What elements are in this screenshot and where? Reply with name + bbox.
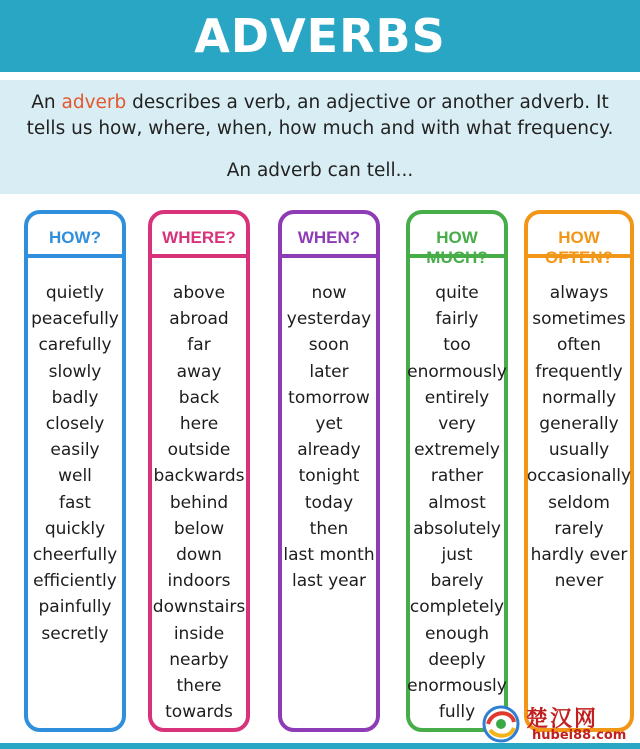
adverb-word: rather [430,466,484,487]
adverb-word: later [309,361,349,382]
intro-panel [0,80,640,194]
adverb-word: abroad [169,309,229,330]
column-how [24,210,126,732]
column-divider [282,254,376,258]
adverb-word: inside [173,623,225,644]
adverb-word: just [441,545,473,566]
adverb-word: back [178,387,220,408]
adverb-word: enormously [407,676,507,697]
adverb-word: peacefully [31,309,119,330]
column-how-much [406,210,508,732]
swirl-logo-icon [478,702,524,746]
adverb-word: already [297,440,361,461]
adverb-word: seldom [548,492,610,513]
adverb-word: nearby [169,649,229,670]
column-divider [410,254,504,258]
intro-line-3: An adverb can tell... [226,160,414,181]
adverb-word: today [304,492,354,513]
adverb-word: behind [169,492,229,513]
adverb-word: soon [308,335,350,356]
adverb-word: easily [50,440,100,461]
adverb-word: cheerfully [32,545,118,566]
adverb-word: absolutely [413,518,501,539]
adverb-word: tonight [298,466,360,487]
column-heading-how: HOW? [49,228,101,247]
column-heading-how-often: HOW [558,228,600,247]
watermark [476,700,636,746]
watermark-chinese-text: 楚汉网 [526,707,599,732]
adverb-word: carefully [38,335,112,356]
adverb-word: frequently [535,361,623,382]
adverb-word: last month [283,545,375,566]
adverb-word: tomorrow [288,387,370,408]
adverb-word: fast [59,492,91,513]
adverb-word: below [173,518,225,539]
adverb-word: completely [409,597,505,618]
adverb-word: quickly [44,518,106,539]
adverb-word: yesterday [286,309,372,330]
adverb-word: there [176,676,222,697]
word-list-how [22,280,128,647]
adverb-word: never [554,571,604,592]
adverb-word: too [443,335,471,356]
adverb-word: here [179,414,219,435]
column-divider [152,254,246,258]
column-heading-how-much: HOW [436,228,478,247]
adverb-word: downstairs [152,597,246,618]
adverb-word: enough [425,623,489,644]
column-heading-where: WHERE? [162,228,236,247]
intro-line-2: tells us how, where, when, how much and with what frequency. [26,118,614,139]
adverb-word: hardly ever [530,545,628,566]
adverb-word: fairly [435,309,479,330]
adverb-word: outside [167,440,231,461]
adverb-word: secretly [41,623,109,644]
word-list-how-much [404,280,510,725]
adverb-word: badly [51,387,99,408]
word-list-when [276,280,382,594]
column-where [148,210,250,732]
adverb-word: deeply [428,649,486,670]
adverb-word: always [549,283,609,303]
adverb-word: then [309,518,349,539]
adverb-word: last year [292,571,366,592]
adverb-word: entirely [424,387,490,408]
adverb-word: occasionally [526,466,632,487]
adverb-word: fully [438,702,476,723]
adverb-word: quietly [45,283,105,303]
intro-line-1 [0,90,640,116]
adverb-word: backwards [153,466,245,487]
adverb-word: quite [435,283,479,303]
adverb-word: far [187,335,211,356]
adverb-word: extremely [414,440,500,461]
adverb-word: closely [45,414,105,435]
adverb-word: barely [430,571,484,592]
adverb-word: often [557,335,601,356]
adverb-word: enormously [407,361,507,382]
page-title: ADVERBS [194,9,446,63]
intro-line-1-end: describes a verb, an adjective or another adverb. It [126,92,609,113]
adverb-highlight: adverb [61,92,127,113]
title-banner [0,0,640,72]
adverb-word: rarely [554,518,604,539]
adverb-word: now [311,283,347,303]
column-how-often [524,210,634,732]
word-list-how-often [522,280,636,594]
column-divider [28,254,122,258]
adverb-word: yet [315,414,343,435]
column-divider [528,254,630,258]
adverb-word: well [58,466,92,487]
intro-line-1-start: An [31,92,62,113]
watermark-domain-text: hubei88.com [532,728,627,743]
adverb-word: very [438,414,476,435]
column-heading-when: WHEN? [297,228,361,247]
adverb-word: usually [548,440,610,461]
adverb-word: indoors [167,571,231,592]
word-list-where [146,280,252,725]
adverb-word: towards [165,702,233,723]
adverb-word: efficiently [33,571,117,592]
column-when [278,210,380,732]
adverb-word: above [172,283,226,303]
adverb-word: painfully [38,597,112,618]
adverb-word: down [176,545,222,566]
adverb-word: slowly [48,361,102,382]
adverb-word: normally [541,387,617,408]
adverb-word: almost [428,492,486,513]
adverb-word: generally [539,414,619,435]
adverb-word: sometimes [532,309,626,330]
adverb-word: away [176,361,222,382]
